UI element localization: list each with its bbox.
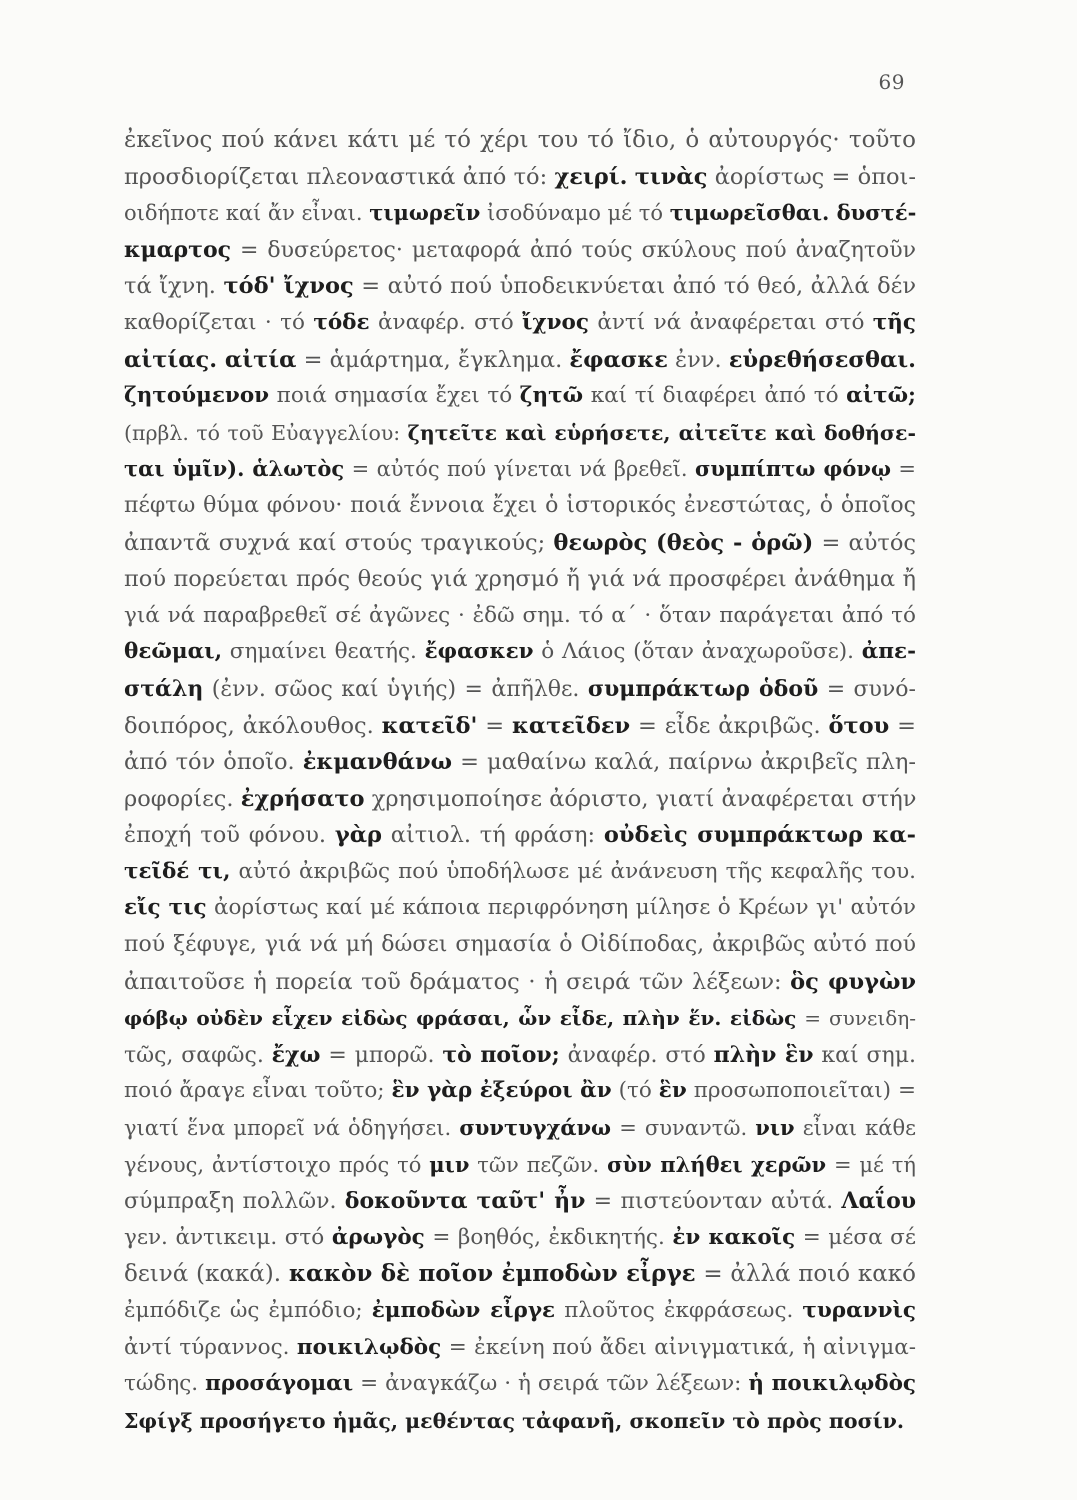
bold-term: ἀπε-: [861, 639, 916, 665]
text-line: [124, 817, 916, 854]
bold-term: φόβῳ οὐδὲν εἶχεν εἰδὼς φράσαι, ὧν εἶδε, πλὴν ἕν. εἰδὼς: [124, 1006, 797, 1031]
bold-term: κατεῖδεν: [511, 712, 631, 739]
bold-term: ἐκμανθάνω: [302, 749, 453, 776]
bold-term: σὺν πλήθει χερῶν: [607, 1151, 827, 1177]
text-run: εἶναι κάθε: [794, 1116, 916, 1141]
bold-term: τόδ' ἴχνος: [223, 273, 354, 300]
bold-term: Σφίγξ προσήγετο ἡμᾶς, μεθέντας τἀφανῆ, σκοπεῖν τὸ πρὸς ποσίν.: [124, 1408, 904, 1433]
bold-term: οὐδεὶς συμπράκτωρ κα-: [603, 822, 916, 849]
text-line: [124, 1110, 916, 1147]
text-run: ἐμπόδιζε ὡς ἐμπόδιο;: [124, 1298, 372, 1323]
bold-term: ἴχνος: [522, 309, 589, 335]
text-run: ἀορίστως = ὁποι-: [707, 163, 916, 190]
text-line: [124, 268, 916, 305]
text-run: οιδήποτε καί ἄν εἶναι.: [124, 201, 370, 226]
bold-term: γὰρ: [334, 822, 382, 849]
text-run: ἀναφέρ. στό: [559, 1042, 714, 1068]
bold-term: εὑρεθήσεσθαι.: [728, 346, 916, 373]
text-run: πλοῦτος ἐκφράσεως.: [555, 1298, 803, 1323]
text-run: πού πορεύεται πρός θεούς γιά χρησμό ἤ γιά νά προσφέρει ἀνάθημα ἤ: [124, 566, 916, 593]
page-number: 69: [878, 70, 905, 94]
text-run: ἀντί τύραννος.: [124, 1334, 297, 1360]
text-run: = μέ τή: [826, 1152, 916, 1177]
bold-term: συμπίπτω φόνῳ: [694, 456, 891, 482]
text-run: = ἁμάρτημα, ἔγκλημα.: [296, 346, 570, 373]
text-run: χρησιμοποίησε ἀόριστο, γιατί ἀναφέρεται στήν: [364, 785, 916, 812]
text-line: [124, 1330, 916, 1367]
text-line: [124, 927, 916, 964]
text-run: = εἶδε ἀκριβῶς.: [630, 712, 829, 739]
bold-term: ἔφασκε: [569, 346, 668, 373]
bold-term: δοκοῦντα ταῦτ' ἦν: [344, 1188, 586, 1215]
bold-term: ἡ ποικιλῳδὸς: [748, 1371, 916, 1397]
text-line: [124, 744, 916, 781]
text-run: πού ξέφυγε, γιά νά μή δώσει σημασία ὁ Οἰδίποδας, ἀκριβῶς αὐτό πού: [124, 932, 916, 958]
text-run: δεινά (κακά).: [124, 1261, 289, 1288]
bold-term: τὸ ποῖον;: [442, 1041, 560, 1068]
text-line: [124, 1293, 916, 1330]
text-line: [124, 415, 916, 452]
text-line: [124, 451, 916, 488]
bold-term: κατεῖδ': [381, 712, 478, 739]
text-run: τῶν πεζῶν.: [469, 1152, 608, 1177]
text-run: =: [891, 457, 916, 482]
text-run: ἐποχή τοῦ φόνου.: [124, 822, 335, 849]
text-run: ροφορίες.: [124, 785, 241, 812]
text-line: [124, 634, 916, 671]
text-run: (πρβλ. τό τοῦ Εὐαγγελίου:: [124, 420, 408, 445]
bold-term: ἐμποδὼν εἶργε: [371, 1298, 556, 1323]
text-run: πέφτω θύμα φόνου· ποιά ἔννοια ἔχει ὁ ἱστορικός ἐνεστώτας, ὁ ὁποῖος: [124, 492, 916, 518]
text-run: = ἀλλά ποιό κακό: [695, 1261, 916, 1288]
text-run: = πιστεύονταν αὐτά.: [585, 1189, 842, 1215]
bold-term: συντυγχάνω: [459, 1115, 612, 1141]
bold-term: πλὴν ἓν: [713, 1041, 814, 1068]
text-run: = συνό-: [818, 676, 916, 702]
text-line: [124, 378, 916, 415]
commentary-text: [124, 122, 916, 1439]
text-line: [124, 305, 916, 342]
text-run: = συναντῶ.: [611, 1116, 756, 1141]
text-line: [124, 964, 916, 1001]
text-line: [124, 854, 916, 891]
bold-term: ἀρωγὸς: [331, 1224, 425, 1250]
text-run: ἀντί νά ἀναφέρεται στό: [588, 309, 873, 335]
text-run: = αὐτό πού ὑποδεικνύεται ἀπό τό θεό, ἀλλά δέν: [353, 273, 916, 300]
bold-term: ὃς φυγὼν: [790, 968, 916, 995]
text-run: τῶς, σαφῶς.: [124, 1042, 272, 1068]
text-run: δοιπόρος, ἀκόλουθος.: [124, 712, 382, 739]
text-run: (τό: [611, 1078, 659, 1104]
bold-term: αἰτίας. αἰτία: [124, 346, 297, 373]
text-run: καθορίζεται · τό: [124, 309, 314, 335]
text-line: [124, 159, 916, 196]
text-run: ἀπό τόν ὁποῖο.: [124, 749, 303, 776]
bold-term: συμπράκτωρ ὁδοῦ: [587, 675, 819, 702]
text-run: τώδης.: [124, 1371, 206, 1397]
bold-term: ὅτου: [828, 712, 890, 739]
text-run: γεν. ἀντικειμ. στό: [124, 1224, 332, 1250]
text-run: = δυσεύρετος· μεταφορά ἀπό τούς σκύλους πού ἀναζητοῦν: [231, 237, 916, 263]
text-line: [124, 671, 916, 708]
bold-term: κακὸν δὲ ποῖον ἐμποδὼν εἶργε: [288, 1260, 696, 1288]
text-run: = ἐκείνη πού ἄδει αἰνιγματικά, ἡ αἰνιγμα-: [441, 1334, 916, 1360]
text-line: [124, 1183, 916, 1220]
text-run: ἐκεῖνος πού κάνει κάτι μέ τό χέρι του τό ἴδιο, ὁ αὐτουργός· τοῦτο: [124, 127, 916, 153]
text-run: = ἀναγκάζω · ἡ σειρά τῶν λέξεων:: [353, 1371, 749, 1397]
text-run: = αὐτός: [813, 529, 916, 556]
bold-term: τόδε: [313, 309, 370, 335]
text-run: ἀορίστως καί μέ κάποια περιφρόνηση μίλησε ὁ Κρέων γι' αὐτόν: [206, 895, 916, 921]
text-run: = αὐτός πού γίνεται νά βρεθεῖ.: [344, 457, 695, 482]
text-line: [124, 1147, 916, 1184]
text-run: ἐνν.: [667, 346, 729, 373]
text-run: =: [477, 712, 512, 739]
text-run: ἀναφέρ. στό: [369, 309, 523, 335]
bold-term: νιν: [755, 1115, 795, 1141]
bold-term: χειρί.: [554, 163, 628, 190]
text-line: [124, 1000, 916, 1037]
bold-term: ἔχω: [271, 1041, 321, 1068]
text-run: καί τί διαφέρει ἀπό τό: [583, 383, 847, 409]
bold-term: τυραννὶς: [802, 1298, 916, 1323]
text-line: [124, 890, 916, 927]
bold-term: Λαΐου: [841, 1188, 916, 1215]
bold-term: στάλη: [124, 675, 204, 702]
text-line: [124, 1366, 916, 1403]
text-line: [124, 488, 916, 525]
bold-term: θεωρὸς (θεὸς - ὁρῶ): [553, 529, 814, 556]
text-line: [124, 342, 916, 379]
text-line: [124, 1256, 916, 1293]
text-run: =: [889, 712, 916, 739]
text-run: γένους, ἀντίστοιχο πρός τό: [124, 1152, 430, 1177]
text-run: προσωποποιεῖται) =: [686, 1078, 916, 1104]
text-run: γιατί ἕνα μπορεῖ νά ὁδηγήσει.: [124, 1116, 460, 1141]
text-run: σημαίνει θεατής.: [222, 639, 425, 665]
bold-term: ποικιλῳδὸς: [296, 1334, 442, 1360]
bold-term: ται ὑμῖν). ἁλωτὸς: [124, 456, 345, 482]
text-run: ἀπαντᾶ συχνά καί στούς τραγικούς;: [124, 529, 554, 556]
text-line: [124, 1037, 916, 1074]
bold-term: ἔφασκεν: [424, 639, 534, 665]
text-run: = μαθαίνω καλά, παίρνω ἀκριβεῖς πλη-: [452, 749, 916, 776]
bold-term: μιν: [429, 1151, 470, 1177]
text-line: [124, 195, 916, 232]
bold-term: θεῶμαι,: [124, 639, 223, 665]
text-run: τά ἴχνη.: [124, 273, 224, 300]
text-run: αὐτό ἀκριβῶς πού ὑποδήλωσε μέ ἀνάνευση τῆς κεφαλῆς του.: [230, 858, 916, 884]
text-run: ἰσοδύναμο μέ τό: [480, 201, 670, 226]
bold-term: ἐν κακοῖς: [672, 1224, 796, 1250]
bold-term: κμαρτος: [124, 236, 232, 263]
text-run: γιά νά παραβρεθεῖ σέ ἀγῶνες · ἐδῶ σημ. τό α΄ · ὅταν παράγεται ἀπό τό: [124, 602, 916, 628]
text-line: [124, 122, 916, 159]
bold-term: ζητεῖτε καὶ εὑρήσετε, αἰτεῖτε καὶ δοθήσε-: [407, 420, 916, 445]
text-line: [124, 1403, 916, 1440]
text-run: ὁ Λάιος (ὅταν ἀναχωροῦσε).: [533, 639, 862, 665]
text-line: [124, 232, 916, 269]
text-run: [628, 164, 635, 190]
text-run: = συνειδη-: [796, 1006, 916, 1031]
bold-term: ἓν γὰρ ἐξεύροι ἂν: [391, 1078, 612, 1104]
text-line: [124, 1220, 916, 1257]
bold-term: ζητῶ: [519, 383, 584, 409]
text-run: ποιό ἄραγε εἶναι τοῦτο;: [124, 1078, 392, 1104]
text-line: [124, 708, 916, 745]
text-run: ποιά σημασία ἔχει τό: [269, 383, 520, 409]
bold-term: τῆς: [872, 309, 916, 335]
bold-term: εἴς τις: [124, 895, 207, 921]
bold-term: αἰτῶ;: [846, 383, 916, 409]
text-line: [124, 561, 916, 598]
bold-term: τινὰς: [634, 163, 708, 190]
bold-term: τιμωρεῖσθαι. δυστέ-: [669, 200, 916, 226]
bold-term: ἐχρήσατο: [240, 785, 365, 812]
text-run: ἀπαιτοῦσε ἡ πορεία τοῦ δράματος · ἡ σειρά τῶν λέξεων:: [124, 968, 791, 995]
text-run: σύμπραξη πολλῶν.: [124, 1189, 345, 1215]
text-run: αἰτιολ. τή φράση:: [382, 822, 604, 849]
text-line: [124, 781, 916, 818]
text-run: = μπορῶ.: [320, 1042, 443, 1068]
text-run: καί σημ.: [813, 1042, 916, 1068]
text-run: (ἐνν. σῶος καί ὑγιής) = ἀπῆλθε.: [203, 676, 588, 702]
text-run: = βοηθός, ἐκδικητής.: [424, 1224, 673, 1250]
bold-term: τιμωρεῖν: [369, 200, 481, 226]
text-line: [124, 598, 916, 635]
bold-term: ζητούμενον: [124, 383, 270, 409]
text-run: προσδιορίζεται πλεοναστικά ἀπό τό:: [124, 163, 555, 190]
bold-term: προσάγομαι: [205, 1371, 354, 1397]
bold-term: τεῖδέ τι,: [124, 858, 231, 884]
text-run: = μέσα σέ: [795, 1224, 916, 1250]
text-line: [124, 1073, 916, 1110]
bold-term: ἓν: [658, 1078, 687, 1104]
text-line: [124, 525, 916, 562]
